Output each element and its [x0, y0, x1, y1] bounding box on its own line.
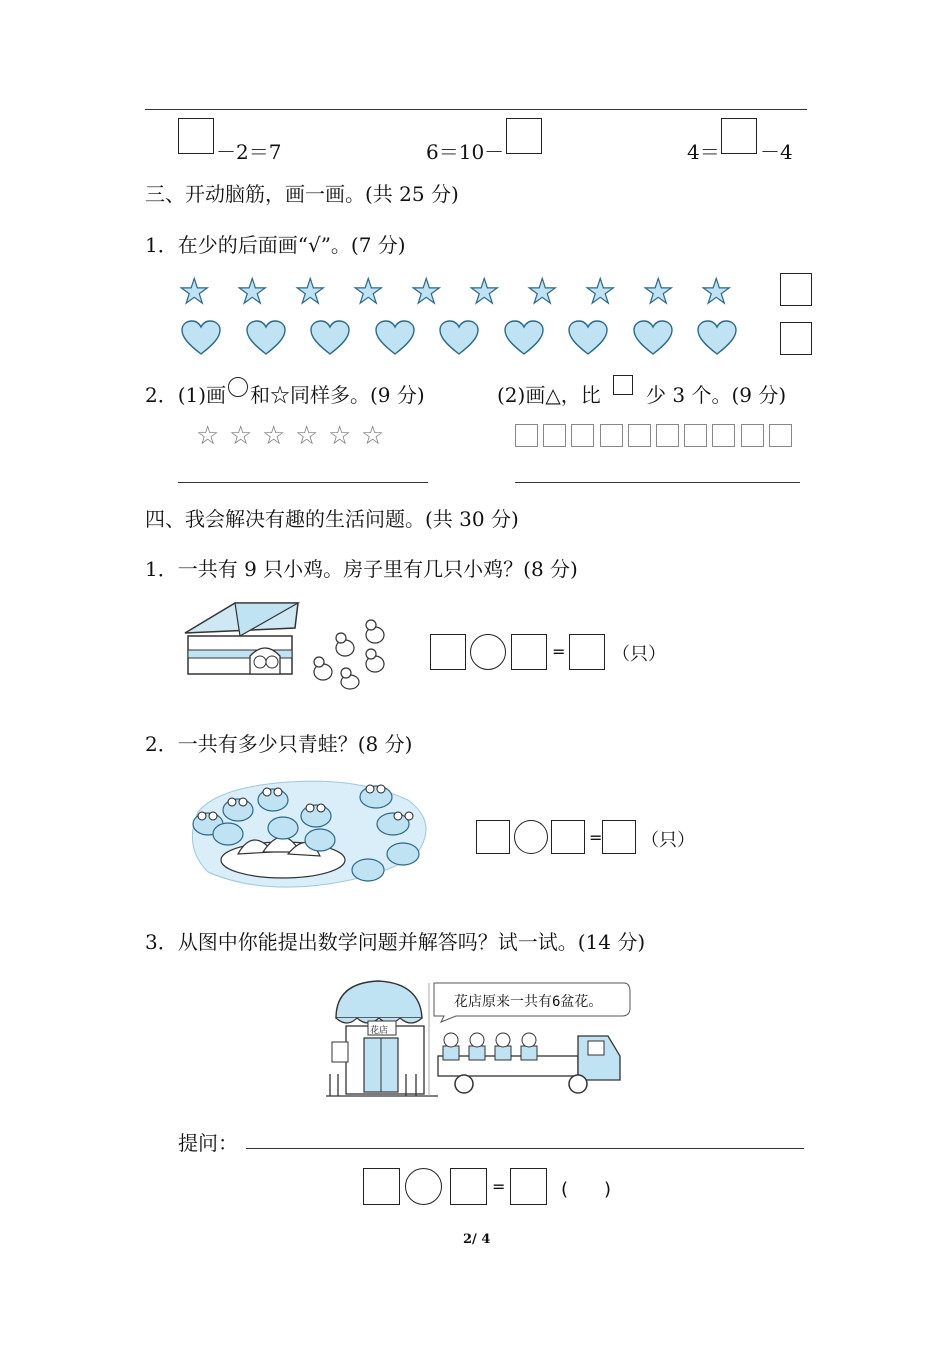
ask-label: 提问： — [178, 1131, 238, 1155]
small-square-icon — [769, 424, 792, 447]
small-square-icon — [741, 424, 764, 447]
star-icon: ★ — [353, 272, 384, 312]
answer-box[interactable] — [551, 820, 585, 854]
heart-icon — [696, 319, 738, 357]
square-icon — [613, 375, 633, 395]
star-icon: ★ — [411, 272, 442, 312]
heart-icon — [309, 319, 351, 357]
equation-text: 4＝ — [687, 140, 720, 164]
small-square-icon — [712, 424, 735, 447]
unit-label: ( ) — [561, 1179, 612, 1200]
star-icon: ★ — [237, 272, 268, 312]
outline-star-icon: ☆ — [328, 421, 352, 451]
outline-star-icon: ☆ — [196, 421, 220, 451]
drawing-line[interactable] — [178, 482, 428, 483]
answer-box[interactable] — [178, 118, 214, 154]
small-square-icon — [628, 424, 651, 447]
section-title: 三、开动脑筋，画一画。(共 25 分) — [145, 182, 459, 206]
star-icon: ★ — [469, 272, 500, 312]
answer-box[interactable] — [510, 1168, 547, 1205]
question-text: 3．从图中你能提出数学问题并解答吗？试一试。(14 分) — [145, 930, 646, 954]
question-text: 1．在少的后面画“√”。(7 分) — [145, 233, 406, 257]
star-icon: ★ — [527, 272, 558, 312]
answer-box[interactable] — [780, 322, 812, 355]
drawing-line[interactable] — [515, 482, 800, 483]
small-square-icon — [515, 424, 538, 447]
question-text: (2)画△，比 — [497, 383, 601, 407]
unit-label: （只） — [612, 644, 666, 665]
heart-icon — [180, 319, 222, 357]
answer-box[interactable] — [506, 118, 542, 154]
unit-label: （只） — [641, 830, 695, 851]
outline-star-icon: ☆ — [295, 421, 319, 451]
equation-text: －4 — [760, 140, 793, 164]
outline-star-icon: ☆ — [262, 421, 286, 451]
question-text: 和☆同样多。(9 分) — [250, 383, 425, 407]
question-text: 1．一共有 9 只小鸡。房子里有几只小鸡？(8 分) — [145, 557, 578, 581]
answer-box[interactable] — [363, 1168, 400, 1205]
chick-house-illustration — [180, 598, 395, 690]
question-text: 2．(1)画 — [145, 383, 227, 407]
speech-bubble-text: 花店原来一共有6盆花。 — [454, 994, 603, 1010]
answer-circle[interactable] — [405, 1168, 442, 1205]
answer-line[interactable] — [246, 1148, 804, 1149]
heart-icon — [503, 319, 545, 357]
heart-icon — [632, 319, 674, 357]
small-square-icon — [600, 424, 623, 447]
small-square-icon — [684, 424, 707, 447]
star-icon: ★ — [643, 272, 674, 312]
question-text: 2．一共有多少只青蛙？(8 分) — [145, 732, 413, 756]
answer-box[interactable] — [721, 118, 757, 154]
answer-box[interactable] — [602, 820, 636, 854]
section-title: 四、我会解决有趣的生活问题。(共 30 分) — [145, 507, 519, 531]
answer-box[interactable] — [450, 1168, 487, 1205]
page-number: 2/ 4 — [463, 1232, 491, 1247]
answer-circle[interactable] — [470, 634, 506, 670]
small-square-icon — [571, 424, 594, 447]
equation-text: 6＝10－ — [426, 140, 505, 164]
circle-icon — [228, 377, 248, 397]
star-icon: ★ — [585, 272, 616, 312]
heart-icon — [374, 319, 416, 357]
top-rule — [145, 109, 807, 110]
star-icon: ★ — [701, 272, 732, 312]
shop-sign: 花店 — [370, 1026, 389, 1036]
heart-icon — [567, 319, 609, 357]
answer-box[interactable] — [780, 273, 812, 306]
small-square-icon — [543, 424, 566, 447]
star-icon: ★ — [295, 272, 326, 312]
outline-star-icon: ☆ — [229, 421, 253, 451]
answer-box[interactable] — [569, 634, 605, 670]
outline-star-icon: ☆ — [361, 421, 385, 451]
equals-sign: = — [552, 642, 566, 661]
question-text: 少 3 个。(9 分) — [646, 383, 787, 407]
answer-box[interactable] — [476, 820, 510, 854]
equation-text: －2＝7 — [216, 140, 282, 164]
star-icon: ★ — [179, 272, 210, 312]
answer-box[interactable] — [511, 634, 547, 670]
answer-box[interactable] — [430, 634, 466, 670]
frog-pond-illustration — [178, 772, 440, 894]
equals-sign: = — [589, 828, 603, 847]
equals-sign: = — [492, 1177, 506, 1196]
heart-icon — [245, 319, 287, 357]
small-square-icon — [656, 424, 679, 447]
answer-circle[interactable] — [514, 820, 548, 854]
heart-icon — [438, 319, 480, 357]
